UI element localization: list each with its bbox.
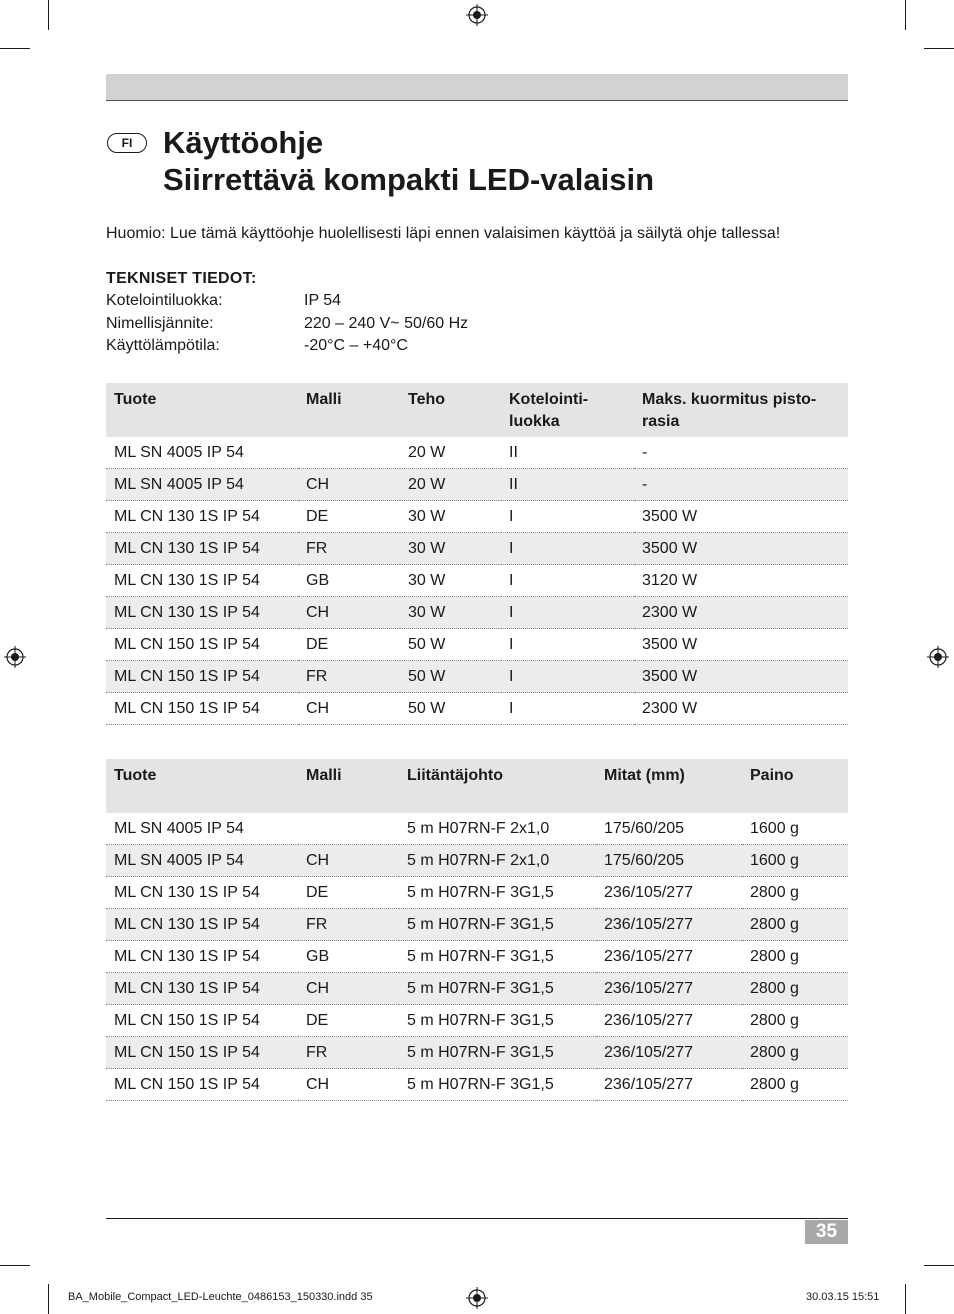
table-cell: I [501, 565, 634, 597]
table-cell: - [634, 469, 848, 501]
table-row [106, 1037, 848, 1069]
column-header: Maks. kuormitus pisto- rasia [634, 383, 848, 437]
table-cell: DE [298, 629, 400, 661]
registration-mark-icon [466, 1287, 488, 1309]
table-row [106, 693, 848, 725]
title-line-1: Käyttöohje [163, 125, 324, 160]
table-cell: 2800 g [742, 909, 848, 941]
page-title [163, 124, 654, 198]
spec-row [106, 315, 468, 333]
table-cell: 30 W [400, 597, 501, 629]
table-cell: I [501, 533, 634, 565]
table-cell: CH [298, 1069, 399, 1101]
title-line-2: Siirrettävä kompakti LED-valaisin [163, 162, 655, 197]
table-cell: ML SN 4005 IP 54 [106, 813, 298, 845]
table-cell: I [501, 661, 634, 693]
dimensions-table [106, 759, 848, 1101]
table-cell: 3120 W [634, 565, 848, 597]
crop-mark [905, 1284, 906, 1314]
notice-text: Huomio: Lue tämä käyttöohje huolellisesti läpi ennen valaisimen käyttöä ja säilytä ohje tallessa! [106, 225, 781, 242]
column-header: Malli [298, 383, 400, 437]
table-cell: ML CN 130 1S IP 54 [106, 909, 298, 941]
table-row [106, 1069, 848, 1101]
table-cell: 1600 g [742, 813, 848, 845]
spec-row [106, 292, 341, 310]
table-cell: FR [298, 533, 400, 565]
crop-mark [924, 1265, 954, 1266]
table-cell: ML CN 130 1S IP 54 [106, 565, 298, 597]
column-header: Paino [742, 759, 848, 813]
registration-mark-icon [466, 4, 488, 26]
crop-mark [48, 1284, 49, 1314]
table-row [106, 501, 848, 533]
registration-mark-icon [927, 646, 949, 668]
column-header: Kotelointi- luokka [501, 383, 634, 437]
power-table [106, 383, 848, 725]
table-cell: ML CN 150 1S IP 54 [106, 629, 298, 661]
table-cell: CH [298, 597, 400, 629]
spec-value: 220 – 240 V~ 50/60 Hz [304, 315, 469, 332]
table-cell: CH [298, 973, 399, 1005]
table-cell: 2800 g [742, 941, 848, 973]
column-header: Liitäntäjohto [399, 759, 596, 813]
spec-value: IP 54 [304, 292, 342, 309]
specs-heading: TEKNISET TIEDOT: [106, 270, 257, 287]
registration-mark-icon [4, 646, 26, 668]
table-cell: 1600 g [742, 845, 848, 877]
language-badge: FI [107, 133, 147, 153]
table-cell: ML CN 150 1S IP 54 [106, 1037, 298, 1069]
table-cell: 5 m H07RN-F 3G1,5 [399, 1037, 596, 1069]
table-cell: 20 W [400, 469, 501, 501]
spec-row [106, 337, 408, 355]
table-cell: DE [298, 501, 400, 533]
table-cell: ML CN 150 1S IP 54 [106, 1005, 298, 1037]
table-cell: 5 m H07RN-F 3G1,5 [399, 1005, 596, 1037]
column-header: Mitat (mm) [596, 759, 742, 813]
table-cell: ML CN 150 1S IP 54 [106, 693, 298, 725]
table-cell: 236/105/277 [596, 909, 742, 941]
crop-mark [905, 0, 906, 30]
crop-mark [0, 48, 30, 49]
table-row [106, 629, 848, 661]
table-cell: 175/60/205 [596, 845, 742, 877]
table-cell: 5 m H07RN-F 3G1,5 [399, 1069, 596, 1101]
table-cell: 30 W [400, 501, 501, 533]
table-cell: 236/105/277 [596, 877, 742, 909]
table-cell: 236/105/277 [596, 1005, 742, 1037]
table-cell: I [501, 629, 634, 661]
table-cell: 2800 g [742, 973, 848, 1005]
table-row [106, 1005, 848, 1037]
table-cell: 3500 W [634, 533, 848, 565]
table-cell: GB [298, 565, 400, 597]
table-cell: 236/105/277 [596, 941, 742, 973]
table-cell: 2300 W [634, 597, 848, 629]
table-row [106, 597, 848, 629]
crop-mark [0, 1265, 30, 1266]
table-header-row [106, 383, 848, 437]
table-cell: DE [298, 1005, 399, 1037]
table-row [106, 565, 848, 597]
table-cell: 175/60/205 [596, 813, 742, 845]
table-cell: I [501, 693, 634, 725]
column-header: Tuote [106, 383, 298, 437]
table-cell: 50 W [400, 693, 501, 725]
table-cell: 2800 g [742, 1005, 848, 1037]
table-cell: ML CN 130 1S IP 54 [106, 533, 298, 565]
table-cell: 50 W [400, 661, 501, 693]
footer-rule [106, 1218, 848, 1219]
table-cell: ML CN 130 1S IP 54 [106, 877, 298, 909]
table-cell: 2800 g [742, 1037, 848, 1069]
table-row [106, 813, 848, 845]
crop-mark [924, 48, 954, 49]
table-cell: 5 m H07RN-F 3G1,5 [399, 941, 596, 973]
table-cell: ML CN 130 1S IP 54 [106, 973, 298, 1005]
table-cell: 5 m H07RN-F 3G1,5 [399, 877, 596, 909]
table-cell: 5 m H07RN-F 2x1,0 [399, 813, 596, 845]
table-cell: 3500 W [634, 629, 848, 661]
table-cell: 30 W [400, 533, 501, 565]
column-header: Malli [298, 759, 399, 813]
column-header: Teho [400, 383, 501, 437]
table-cell: - [634, 437, 848, 469]
table-cell: 2300 W [634, 693, 848, 725]
table-cell: 3500 W [634, 661, 848, 693]
table-row [106, 661, 848, 693]
table-cell: GB [298, 941, 399, 973]
spec-label: Käyttölämpötila: [106, 337, 220, 354]
date-slug: 30.03.15 15:51 [806, 1291, 880, 1303]
table-cell: ML SN 4005 IP 54 [106, 469, 298, 501]
table-cell: CH [298, 469, 400, 501]
table-cell: I [501, 501, 634, 533]
table-cell: CH [298, 845, 399, 877]
spec-label: Nimellisjännite: [106, 315, 214, 332]
table-cell: FR [298, 661, 400, 693]
table-cell: 3500 W [634, 501, 848, 533]
table-row [106, 877, 848, 909]
table-row [106, 469, 848, 501]
table-header-row [106, 759, 848, 813]
table-cell: ML CN 130 1S IP 54 [106, 501, 298, 533]
table-cell: II [501, 469, 634, 501]
table-cell: FR [298, 1037, 399, 1069]
header-bar [106, 74, 848, 101]
table-row [106, 973, 848, 1005]
table-cell: 236/105/277 [596, 973, 742, 1005]
column-header: Tuote [106, 759, 298, 813]
page-number: 35 [805, 1220, 848, 1244]
table-cell: ML CN 150 1S IP 54 [106, 661, 298, 693]
file-slug: BA_Mobile_Compact_LED-Leuchte_0486153_150330.indd 35 [68, 1291, 373, 1303]
table-cell: ML SN 4005 IP 54 [106, 845, 298, 877]
table-row [106, 533, 848, 565]
table-cell: 5 m H07RN-F 2x1,0 [399, 845, 596, 877]
spec-value: -20°C – +40°C [304, 337, 408, 354]
table-cell: ML CN 130 1S IP 54 [106, 597, 298, 629]
table-cell: DE [298, 877, 399, 909]
table-cell: II [501, 437, 634, 469]
table-cell: 236/105/277 [596, 1037, 742, 1069]
table-cell: CH [298, 693, 400, 725]
table-cell [298, 813, 399, 845]
table-cell: 30 W [400, 565, 501, 597]
table-cell: 20 W [400, 437, 501, 469]
table-cell: 50 W [400, 629, 501, 661]
table-cell: FR [298, 909, 399, 941]
table-cell: 236/105/277 [596, 1069, 742, 1101]
table-cell: 2800 g [742, 1069, 848, 1101]
table-cell: 2800 g [742, 877, 848, 909]
table-row [106, 437, 848, 469]
spec-label: Kotelointiluokka: [106, 292, 223, 309]
table-cell: 5 m H07RN-F 3G1,5 [399, 909, 596, 941]
table-cell: I [501, 597, 634, 629]
table-cell: ML CN 150 1S IP 54 [106, 1069, 298, 1101]
table-cell: ML SN 4005 IP 54 [106, 437, 298, 469]
table-row [106, 845, 848, 877]
crop-mark [48, 0, 49, 30]
table-cell: 5 m H07RN-F 3G1,5 [399, 973, 596, 1005]
table-cell: ML CN 130 1S IP 54 [106, 941, 298, 973]
table-row [106, 941, 848, 973]
table-cell [298, 437, 400, 469]
table-row [106, 909, 848, 941]
